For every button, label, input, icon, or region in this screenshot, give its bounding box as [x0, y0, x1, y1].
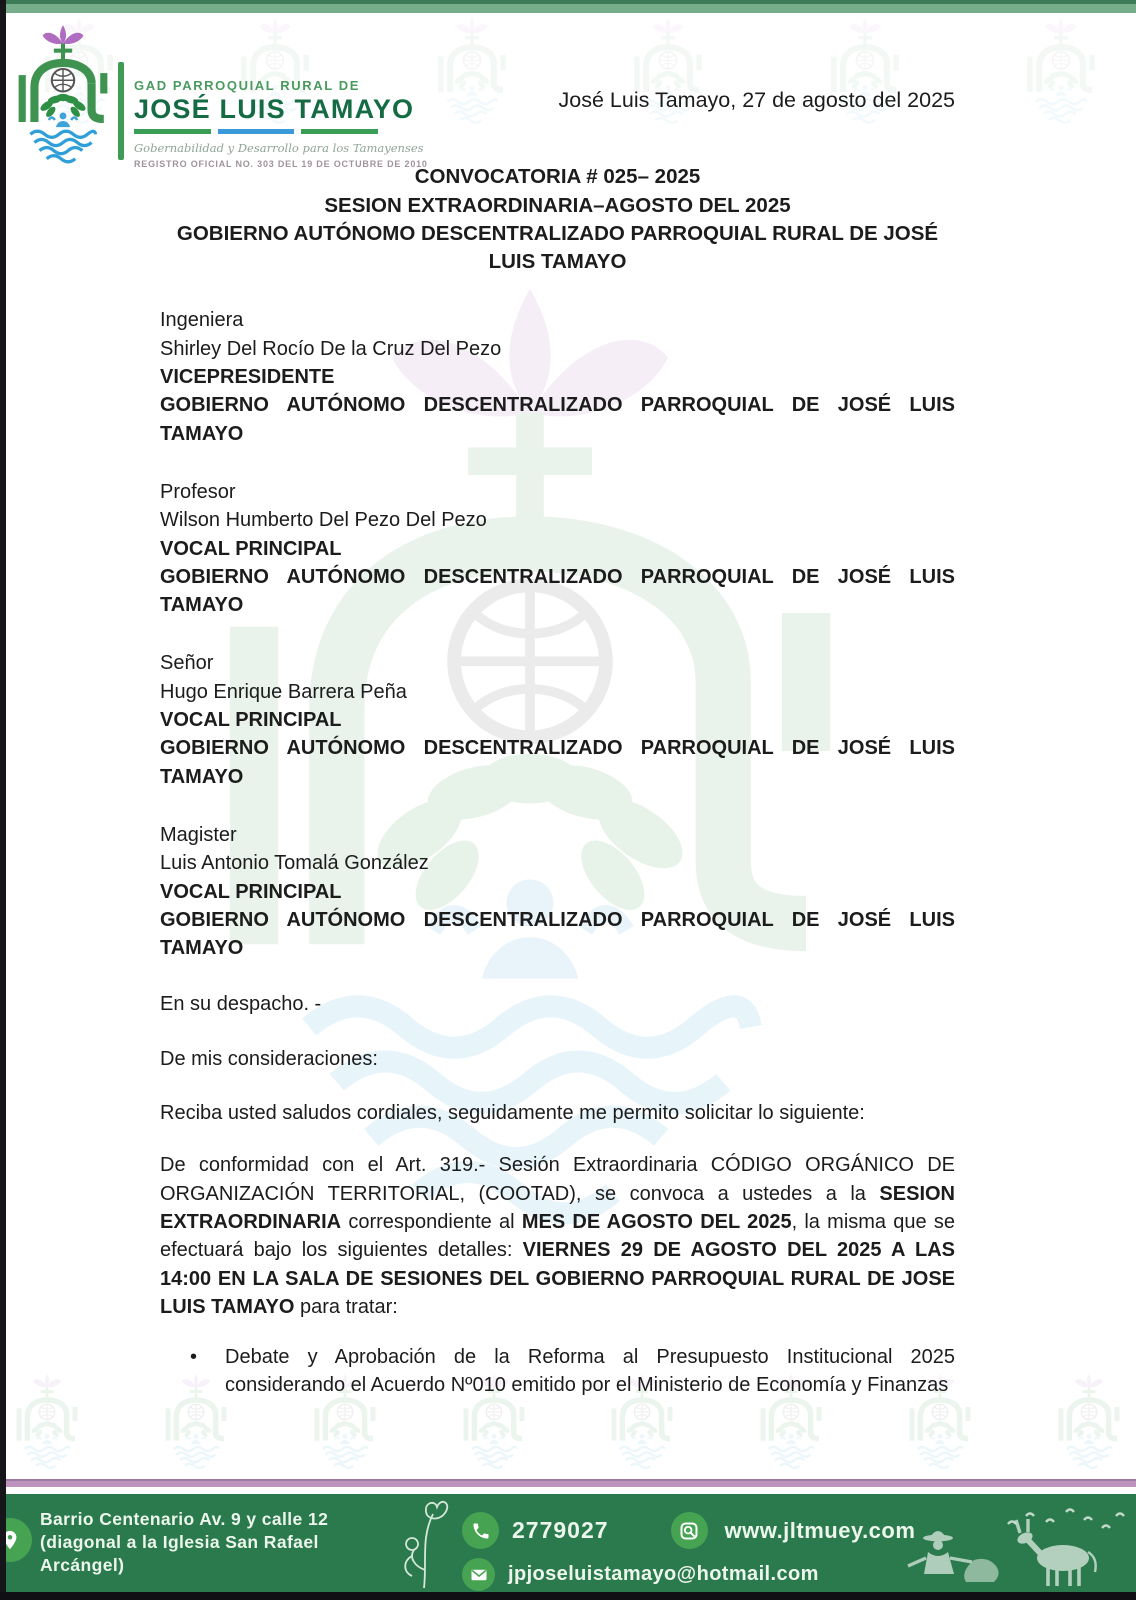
phone-icon [462, 1512, 499, 1549]
agenda-item [160, 1343, 955, 1400]
footer-phone: 2779027 [512, 1517, 609, 1543]
recipient-org: GOBIERNO AUTÓNOMO DESCENTRALIZADO PARROQUIAL DE JOSÉ LUIS TAMAYO [160, 394, 955, 445]
recipient-block [160, 478, 955, 619]
recipient-role: VOCAL PRINCIPAL [160, 537, 342, 560]
recipient-salutation: Señor [160, 652, 214, 675]
letter-body [160, 0, 955, 1400]
footer-email: jpjoseluistamayo@hotmail.com [508, 1563, 819, 1585]
recipient-salutation: Ingeniera [160, 309, 244, 332]
org-tagline: Gobernabilidad y Desarrollo para los Tamayenses [134, 141, 424, 155]
recipient-block [160, 821, 955, 962]
convocation-paragraph: De conformidad con el Art. 319.- Sesión Extraordinaria CÓDIGO ORGÁNICO DE ORGANIZACIÓN TERRITORIAL, (COOTAD), se convoca a ustedes a la SESION EXTRAORDINARIA correspondiente al MES DE AGOSTO DEL 2025, la misma que se efectuará bajo los siguientes detalles: VIERNES 29 DE AGOSTO DEL 2025 A LAS 14:00 EN LA SALA DE SESIONES DEL GOBIERNO PARROQUIAL RURAL DE JOSE LUIS TAMAYO para tratar: [160, 1154, 956, 1318]
despacho-line: En su despacho. - [160, 993, 322, 1016]
consideraciones-line: De mis consideraciones: [160, 1047, 378, 1070]
scan-edge-bottom [0, 1592, 1136, 1600]
title-line-3: GOBIERNO AUTÓNOMO DESCENTRALIZADO PARROQUIAL RURAL DE JOSÉ LUIS TAMAYO [176, 221, 939, 274]
agenda-item-text: Debate y Aprobación de la Reforma al Presupuesto Institucional 2025 considerando el Acuerdo Nº010 emitido por el Ministerio de Economía y Finanzas [225, 1346, 955, 1397]
recipient-block [160, 649, 955, 790]
recipient-name: Wilson Humberto Del Pezo Del Pezo [160, 509, 487, 532]
title-line-2: SESION EXTRAORDINARIA–AGOSTO DEL 2025 [324, 193, 791, 217]
recipient-block [160, 306, 955, 447]
title-block [160, 163, 955, 276]
recipient-salutation: Magister [160, 823, 237, 846]
recipient-org: GOBIERNO AUTÓNOMO DESCENTRALIZADO PARROQUIAL DE JOSÉ LUIS TAMAYO [160, 565, 955, 617]
logo-underline [134, 129, 378, 134]
scan-edge-left [0, 0, 6, 1600]
top-green-bar [0, 0, 1136, 13]
website-icon [671, 1512, 708, 1549]
logo-divider [118, 62, 124, 160]
recipient-name: Shirley Del Rocío De la Cruz Del Pezo [160, 337, 502, 360]
recipient-role: VICEPRESIDENTE [160, 366, 335, 389]
recipient-name: Hugo Enrique Barrera Peña [160, 680, 407, 703]
org-name: JOSÉ LUIS TAMAYO [134, 94, 415, 124]
org-type-label: GAD PARROQUIAL RURAL DE [134, 78, 361, 93]
footer-contact [462, 1512, 915, 1591]
letterhead [12, 22, 428, 169]
flower-line-art [394, 1498, 464, 1590]
parish-crest-logo [12, 22, 114, 165]
date-line: José Luis Tamayo, 27 de agosto del 2025 [558, 88, 955, 112]
footer-website: www.jltmuey.com [724, 1517, 916, 1543]
donkey-farmer-art [878, 1502, 1128, 1590]
recipient-salutation: Profesor [160, 480, 236, 503]
recipient-org: GOBIERNO AUTÓNOMO DESCENTRALIZADO PARROQUIAL DE JOSÉ LUIS TAMAYO [160, 908, 955, 960]
saludos-line: Reciba usted saludos cordiales, seguidamente me permito solicitar lo siguiente: [160, 1102, 865, 1125]
footer-separator-line [0, 1479, 1136, 1487]
recipient-role: VOCAL PRINCIPAL [160, 709, 342, 732]
bullet-marker: • [190, 1346, 198, 1369]
email-icon [462, 1558, 495, 1591]
recipient-name: Luis Antonio Tomalá González [160, 852, 429, 875]
recipient-role: VOCAL PRINCIPAL [160, 880, 342, 903]
footer-address: Barrio Centenario Av. 9 y calle 12 (diagonal a la Iglesia San Rafael Arcángel) [40, 1509, 329, 1575]
title-line-1: CONVOCATORIA # 025– 2025 [414, 165, 701, 189]
org-registry: REGISTRO OFICIAL NO. 303 DEL 19 DE OCTUBRE DE 2010 [134, 159, 428, 169]
footer [0, 1494, 1136, 1593]
recipient-org: GOBIERNO AUTÓNOMO DESCENTRALIZADO PARROQUIAL DE JOSÉ LUIS TAMAYO [160, 737, 955, 788]
